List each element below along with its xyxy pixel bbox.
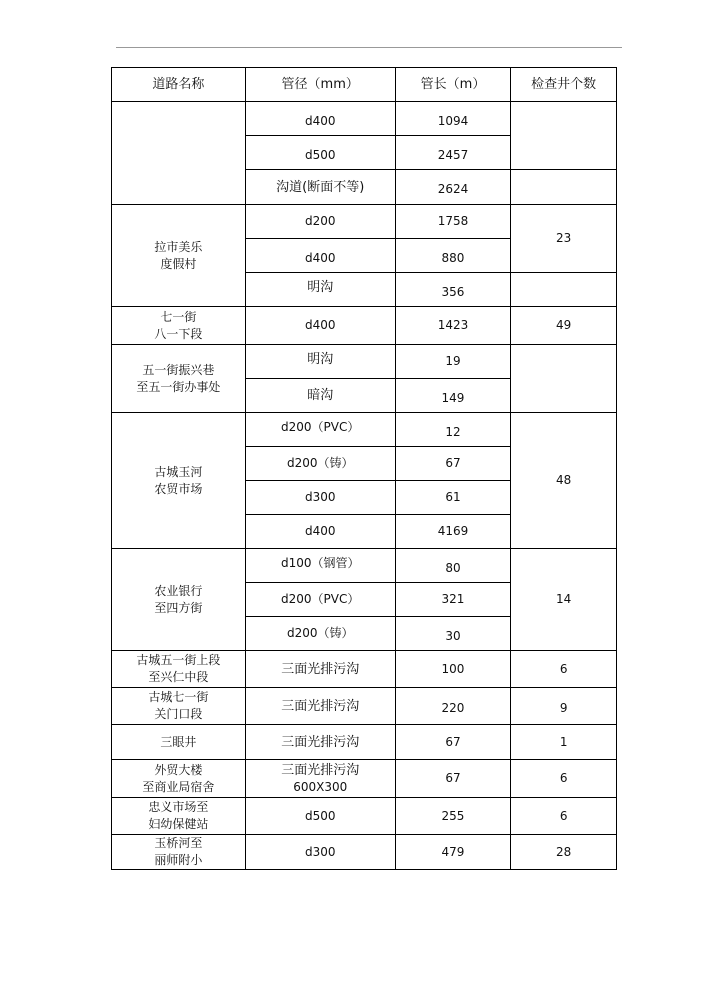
pipe-diameter-cell: d300: [245, 481, 395, 515]
road-name-cell: 农业银行 至四方街: [112, 549, 246, 651]
pipe-length-cell: 255: [395, 798, 511, 835]
pipe-diameter-cell: d400: [245, 307, 395, 345]
table-row: [112, 760, 617, 798]
header-pipe-diameter: 管径（mm）: [245, 68, 395, 102]
pipe-length-cell: 1758: [395, 205, 511, 239]
header-manhole-count: 检查井个数: [511, 68, 617, 102]
pipe-length-cell: 880: [395, 239, 511, 273]
manhole-count-cell: 14: [511, 549, 617, 651]
manhole-count-cell: [511, 170, 617, 205]
table-row: [112, 345, 617, 379]
pipe-diameter-cell: 明沟: [245, 345, 395, 379]
pipe-diameter-cell: 三面光排污沟: [245, 725, 395, 760]
pipe-length-cell: 100: [395, 651, 511, 688]
table-row: [112, 651, 617, 688]
pipe-length-cell: 1423: [395, 307, 511, 345]
header-road-name: 道路名称: [112, 68, 246, 102]
header-rule: [116, 47, 622, 48]
manhole-count-cell: [511, 273, 617, 307]
table-row: [112, 205, 617, 239]
manhole-count-cell: 6: [511, 798, 617, 835]
manhole-count-cell: [511, 102, 617, 170]
pipe-diameter-cell: 三面光排污沟: [245, 688, 395, 725]
pipe-diameter-cell: 沟道(断面不等): [245, 170, 395, 205]
pipe-diameter-cell: d400: [245, 239, 395, 273]
road-name-cell: 三眼井: [112, 725, 246, 760]
table-row: [112, 549, 617, 583]
pipe-length-cell: 2457: [395, 136, 511, 170]
manhole-count-cell: 49: [511, 307, 617, 345]
pipe-diameter-cell: d100（钢管）: [245, 549, 395, 583]
pipe-length-cell: 67: [395, 760, 511, 798]
pipe-length-cell: 220: [395, 688, 511, 725]
road-name-cell: [112, 102, 246, 205]
manhole-count-cell: 1: [511, 725, 617, 760]
pipe-length-cell: 12: [395, 413, 511, 447]
pipe-length-cell: 321: [395, 583, 511, 617]
table-row: [112, 725, 617, 760]
pipe-diameter-cell: d200（铸）: [245, 617, 395, 651]
pipe-diameter-cell: 暗沟: [245, 379, 395, 413]
road-name-cell: 古城五一街上段 至兴仁中段: [112, 651, 246, 688]
road-name-cell: 七一街 八一下段: [112, 307, 246, 345]
pipe-length-cell: 1094: [395, 102, 511, 136]
pipe-length-cell: 19: [395, 345, 511, 379]
pipe-length-cell: 149: [395, 379, 511, 413]
pipe-diameter-cell: 三面光排污沟 600X300: [245, 760, 395, 798]
manhole-count-cell: 9: [511, 688, 617, 725]
manhole-count-cell: 28: [511, 835, 617, 870]
pipe-length-cell: 356: [395, 273, 511, 307]
pipe-diameter-cell: d500: [245, 798, 395, 835]
manhole-count-cell: 23: [511, 205, 617, 273]
pipe-diameter-cell: d200（PVC）: [245, 413, 395, 447]
pipe-diameter-cell: d400: [245, 515, 395, 549]
pipe-length-cell: 67: [395, 725, 511, 760]
manhole-count-cell: [511, 345, 617, 413]
pipe-diameter-cell: d200（铸）: [245, 447, 395, 481]
pipe-diameter-cell: d200（PVC）: [245, 583, 395, 617]
road-name-cell: 古城七一街 关门口段: [112, 688, 246, 725]
pipe-diameter-cell: 明沟: [245, 273, 395, 307]
pipe-diameter-cell: d200: [245, 205, 395, 239]
pipe-length-cell: 479: [395, 835, 511, 870]
road-name-cell: 忠义市场至 妇幼保健站: [112, 798, 246, 835]
pipe-length-cell: 2624: [395, 170, 511, 205]
pipe-length-cell: 80: [395, 549, 511, 583]
pipe-diameter-cell: d300: [245, 835, 395, 870]
road-name-cell: 拉市美乐 度假村: [112, 205, 246, 307]
road-name-cell: 古城玉河 农贸市场: [112, 413, 246, 549]
pipe-length-cell: 61: [395, 481, 511, 515]
table-row: [112, 413, 617, 447]
pipe-diameter-cell: d400: [245, 102, 395, 136]
pipe-length-cell: 4169: [395, 515, 511, 549]
sewer-pipe-table: [111, 67, 617, 870]
pipe-diameter-cell: 三面光排污沟: [245, 651, 395, 688]
road-name-cell: 外贸大楼 至商业局宿舍: [112, 760, 246, 798]
manhole-count-cell: 48: [511, 413, 617, 549]
pipe-length-cell: 67: [395, 447, 511, 481]
table-header-row: [112, 68, 617, 102]
manhole-count-cell: 6: [511, 760, 617, 798]
manhole-count-cell: 6: [511, 651, 617, 688]
table-row: [112, 835, 617, 870]
road-name-cell: 五一街振兴巷 至五一街办事处: [112, 345, 246, 413]
pipe-diameter-cell: d500: [245, 136, 395, 170]
table-row: [112, 798, 617, 835]
pipe-length-cell: 30: [395, 617, 511, 651]
road-name-cell: 玉桥河至 丽师附小: [112, 835, 246, 870]
table-row: [112, 307, 617, 345]
header-pipe-length: 管长（m）: [395, 68, 511, 102]
table-row: [112, 688, 617, 725]
table-row: [112, 102, 617, 136]
